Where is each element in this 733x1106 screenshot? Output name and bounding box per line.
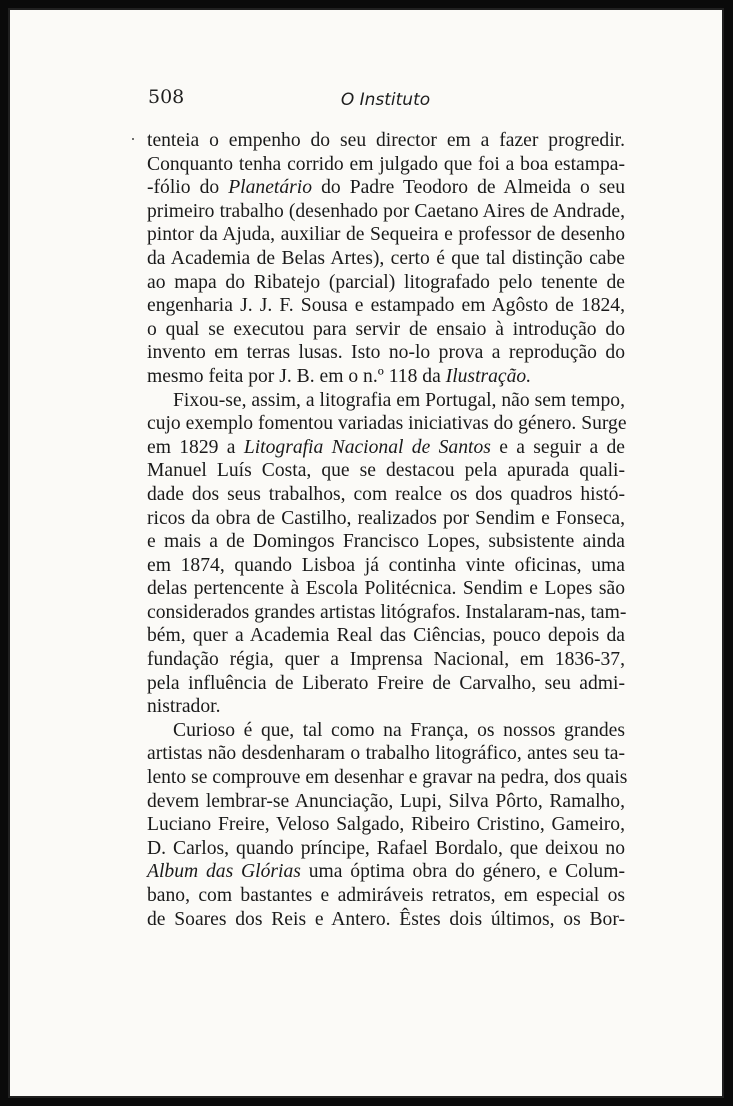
- text-line: [147, 389, 625, 413]
- text-segment: ricos da obra de Castilho, realizados por Sendim e Fonseca,: [147, 507, 625, 529]
- text-segment: tenteia o empenho do seu director em a fazer progredir.: [147, 130, 625, 151]
- text-segment: cujo exemplo fomentou variadas iniciativas do género. Surge: [147, 413, 627, 435]
- text-line: [147, 884, 625, 908]
- text-segment: pintor da Ajuda, auxiliar de Sequeira e professor de desenho: [147, 224, 625, 246]
- ink-speck: [132, 138, 134, 140]
- text-segment: e a seguir a de: [490, 436, 625, 458]
- text-segment: nistrador.: [147, 696, 221, 718]
- text-line: [147, 412, 625, 436]
- text-line: [147, 554, 625, 578]
- text-segment: pela influência de Liberato Freire de Carvalho, seu admi-: [147, 672, 625, 694]
- text-line: [147, 601, 625, 625]
- text-line: [147, 719, 625, 743]
- text-segment: Curioso é que, tal como na França, os nossos grandes: [173, 719, 625, 741]
- text-line: [147, 766, 628, 790]
- text-segment: em 1829 a: [147, 436, 244, 458]
- text-segment: em 1874, quando Lisboa já continha vinte oficinas, uma: [147, 554, 625, 576]
- text-line: [147, 153, 625, 177]
- text-segment: Luciano Freire, Veloso Salgado, Ribeiro Cristino, Gameiro,: [147, 814, 625, 836]
- text-segment: uma óptima obra do género, e Colum-: [300, 861, 625, 883]
- text-line: [147, 459, 625, 483]
- text-segment: do Padre Teodoro de Almeida o seu: [312, 177, 625, 199]
- text-segment: lento se comprouve em desenhar e gravar na pedra, dos quais: [147, 767, 628, 789]
- text-segment: -fólio do: [147, 177, 229, 199]
- text-segment: Manuel Luís Costa, que se destacou pela apurada quali-: [147, 460, 625, 482]
- text-line: [147, 648, 625, 672]
- text-line: [147, 341, 625, 365]
- text-line: [147, 837, 625, 861]
- paragraph: [147, 389, 625, 719]
- text-line: [147, 271, 625, 295]
- text-line: [147, 318, 625, 342]
- text-line: [147, 294, 625, 318]
- text-segment: ao mapa do Ribatejo (parcial) litografado pelo tenente de: [147, 271, 625, 293]
- text-line: [147, 200, 625, 224]
- text-segment: artistas não desdenharam o trabalho litográfico, antes seu ta-: [147, 743, 625, 765]
- text-segment: delas pertencente à Escola Politécnica. Sendim e Lopes são: [147, 578, 625, 600]
- running-title: O Instituto: [340, 90, 431, 110]
- text-segment: invento em terras lusas. Isto no-lo prova a reprodução do: [147, 342, 625, 364]
- text-segment: o qual se executou para servir de ensaio à introdução do: [147, 318, 625, 340]
- text-segment: primeiro trabalho (desenhado por Caetano Aires de Andrade,: [147, 200, 625, 222]
- page-number: 508: [148, 86, 185, 108]
- text-line: [147, 790, 625, 814]
- text-segment: mesmo feita por J. B. em o n.º 118 da: [147, 365, 446, 387]
- text-segment: D. Carlos, quando príncipe, Rafael Bordalo, que deixou no: [147, 837, 625, 859]
- text-segment: bém, quer a Academia Real das Ciências, pouco depois da: [147, 625, 625, 647]
- italic-title: Planetário: [228, 177, 313, 199]
- text-segment: da Academia de Belas Artes), certo é que tal distinção cabe: [147, 247, 625, 269]
- text-line: [147, 176, 625, 200]
- italic-title: Litografia Nacional de Santos: [243, 436, 491, 458]
- text-line: [147, 507, 625, 531]
- text-line: [147, 436, 625, 460]
- text-line: [147, 577, 625, 601]
- text-segment: bano, com bastantes e admiráveis retratos, em especial os: [147, 885, 625, 906]
- text-line: [147, 483, 625, 507]
- paragraph: [147, 719, 628, 931]
- text-line: [147, 365, 625, 389]
- text-line: [147, 695, 625, 719]
- text-segment: Conquanto tenha corrido em julgado que foi a boa estampa-: [147, 153, 625, 175]
- text-line: [147, 908, 625, 932]
- text-segment: considerados grandes artistas litógrafos. Instalaram-nas, tam-: [147, 601, 627, 623]
- text-segment: e mais a de Domingos Francisco Lopes, subsistente ainda: [147, 531, 625, 553]
- text-line: [147, 813, 625, 837]
- paragraph: [147, 129, 625, 389]
- text-line: [147, 624, 625, 648]
- text-segment: de Soares dos Reis e Antero. Êstes dois últimos, os Bor-: [147, 908, 625, 930]
- text-line: [147, 530, 625, 554]
- text-line: [147, 672, 625, 696]
- text-segment: dade dos seus trabalhos, com realce os dos quadros histó-: [147, 483, 625, 505]
- text-segment: Fixou-se, assim, a litografia em Portugal, não sem tempo,: [173, 389, 625, 411]
- text-line: [147, 742, 625, 766]
- page-header: [148, 86, 623, 118]
- italic-title: Album das Glórias: [147, 861, 301, 883]
- text-segment: fundação régia, quer a Imprensa Nacional, em 1836-37,: [147, 649, 625, 671]
- text-line: [147, 860, 625, 884]
- text-line: [147, 223, 625, 247]
- text-segment: engenharia J. J. F. Sousa e estampado em Agôsto de 1824,: [147, 295, 625, 317]
- body-text: [147, 129, 628, 931]
- text-line: [147, 247, 625, 271]
- italic-title: Ilustração.: [445, 365, 532, 387]
- book-page: [8, 8, 724, 1098]
- text-segment: devem lembrar-se Anunciação, Lupi, Silva Pôrto, Ramalho,: [147, 790, 625, 812]
- text-line: [147, 129, 625, 153]
